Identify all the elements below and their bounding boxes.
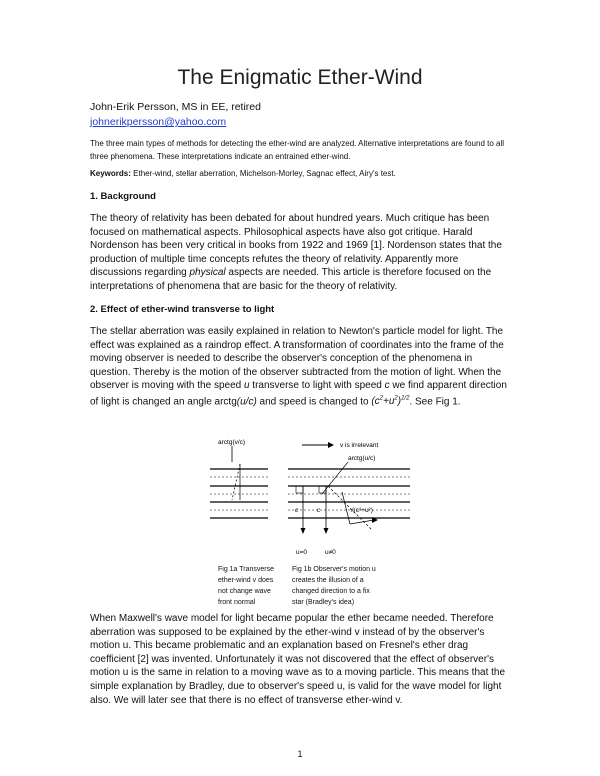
fig-label-u-ne0: u≠0 — [325, 549, 336, 556]
transverse-paragraph-2: When Maxwell's wave model for light became popular the ether became needed. Therefore aberration was supposed to be explained by the ether-wind v instead of by the observer's motion u. This became problematic and an explanation based on Fresnel's ether drag coefficient [2] was invented. Unfortunately it was not discovered that the effect of observer's motion u is the same in relation to a moving wave as to a moving particle. This means that the simple explanation by Bradley, due to observer's speed u, is valid for the wave model for light also. We will later see that there is no effect of transverse ether-wind v. — [90, 613, 506, 706]
fig1b-u-vector — [350, 520, 374, 524]
bg-text-1: The theory of relativity has been debated for about hundred years. Much critique has been focused on mathematical aspects. Philosophical aspects have also got critique. Harald Nordenson has been very critical in books from 1922 and 1969 [1]. Nordenson states that the production of multiple time concepts refutes the theory of relativity. Apparently more discussions regarding — [90, 213, 502, 279]
caption-b-line: changed direction to a fix — [292, 588, 370, 595]
expr-sup-2: 2 — [394, 395, 398, 402]
author-line: John-Erik Persson, MS in EE, retired — [90, 101, 261, 113]
expr-part-1: (c — [371, 396, 380, 408]
tr-text-4: and speed is changed to — [256, 396, 372, 408]
caption-b-line: star (Bradley's idea) — [292, 599, 355, 606]
expr-part-3: ) — [397, 396, 402, 408]
expr-sup-3: 1/2 — [401, 395, 410, 402]
expr-sup-1: 2 — [379, 395, 383, 402]
tr-var-c: c — [384, 380, 390, 392]
fig-label-c1: c — [295, 507, 299, 514]
fig1b-right-angle-1 — [296, 486, 303, 493]
keywords-label: Keywords: — [90, 169, 131, 178]
section-heading-transverse: 2. Effect of ether-wind transverse to light — [90, 304, 275, 315]
tr-text-5: . See Fig 1. — [409, 396, 461, 408]
background-paragraph — [90, 212, 510, 294]
fig-label-arctg-uc: arctg(u/c) — [348, 455, 376, 462]
fig1b-resultant — [342, 492, 350, 524]
fig1b-right-angle-2 — [319, 486, 326, 493]
tr-ratio: (u/c) — [236, 396, 257, 408]
caption-fig1b — [292, 564, 412, 608]
tr-text-2: transverse to light with speed — [249, 380, 385, 392]
tr-text-1: The stellar aberration was easily explained in relation to Newton's particle model for light. The effect was explained as a raindrop effect. A transformation of coordinates into the frame of the moving observer is needed to describe the observer's conception of the phenomena in question. Thereby is the motion of the observer subtracted from the motion of light. When the observer is moving with the speed — [90, 326, 504, 392]
caption-a-line: front normal — [218, 599, 256, 606]
fig1b-v-arrowhead — [328, 442, 334, 448]
keywords-text: Ether-wind, stellar aberration, Michelson-Morley, Sagnac effect, Airy's test. — [133, 169, 396, 178]
fig1b-wavefronts — [288, 469, 410, 518]
caption-fig1a — [218, 564, 288, 608]
abstract: The three main types of methods for detecting the ether-wind are analyzed. Alternative interpretations are found to all three phenomena. These interpretations indicate an entrained ether-wind. — [90, 139, 505, 161]
bg-text-2: aspects are needed. This article is therefore focused on the interpretations of phenomena that are basic for the theory of relativity. — [90, 267, 492, 292]
caption-b-line: Fig 1b Observer's motion u — [292, 566, 376, 573]
fig1b-ray-u0-head — [301, 528, 306, 534]
fig-label-v-irrelevant: v is irrelevant — [340, 442, 379, 449]
paper-title: The Enigmatic Ether-Wind — [177, 66, 423, 89]
author-email-link[interactable]: johnerikpersson@yahoo.com — [90, 116, 227, 128]
fig1b-ray-u-head — [324, 528, 329, 534]
caption-a-line: Fig 1a Transverse — [218, 566, 275, 573]
fig-label-arctg-vc: arctg(v/c) — [218, 439, 246, 446]
bg-emphasis: physical — [189, 267, 226, 279]
section-heading-background: 1. Background — [90, 191, 156, 202]
page-number: 1 — [297, 749, 303, 759]
fig-label-sqrt: √(c²+u²) — [350, 507, 373, 514]
caption-a-line: ether-wind v does — [218, 577, 274, 584]
fig-label-c2: c — [317, 507, 321, 514]
fig1b-dashes — [288, 477, 410, 510]
fig1a-dashes — [210, 477, 268, 510]
tr-speed-expression — [371, 396, 409, 407]
caption-a-line: not change wave — [218, 588, 271, 595]
keywords — [90, 169, 510, 178]
tr-text-3: we find apparent direction of light is changed an angle arctg — [90, 380, 507, 408]
fig1a-wavefronts — [210, 469, 268, 518]
caption-b-line: creates the illusion of a — [292, 577, 364, 584]
expr-part-2: +u — [383, 396, 395, 408]
transverse-paragraph-1 — [90, 325, 510, 409]
tr-var-u: u — [243, 380, 250, 392]
fig-label-u0: u=0 — [296, 549, 308, 556]
